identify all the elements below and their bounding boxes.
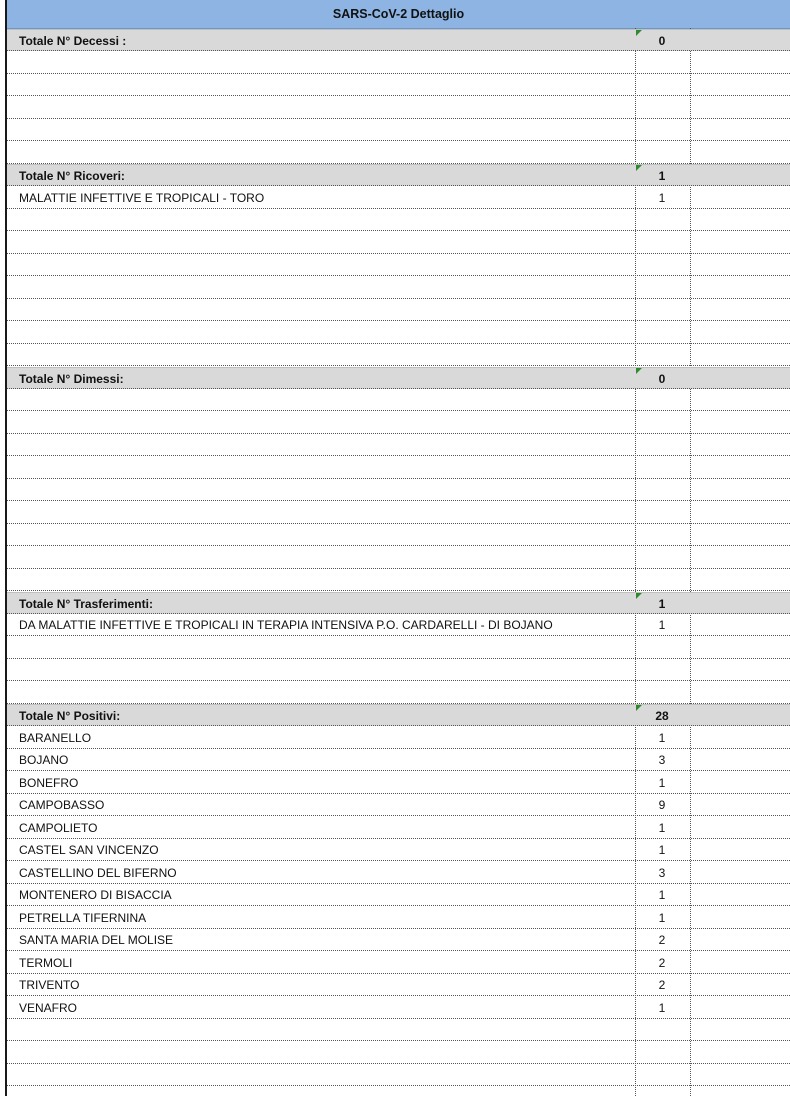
section-total: 0 xyxy=(658,34,666,48)
section-header-row[interactable] xyxy=(7,704,790,726)
row-name: MALATTIE INFETTIVE E TROPICALI - TORO xyxy=(19,190,265,205)
row-value: 1 xyxy=(658,843,666,857)
section-total: 28 xyxy=(655,709,669,723)
row-name: PETRELLA TIFERNINA xyxy=(19,910,147,925)
row-value: 9 xyxy=(658,798,666,812)
table-row[interactable] xyxy=(7,862,790,884)
row-name: DA MALATTIE INFETTIVE E TROPICALI IN TERAPIA INTENSIVA P.O. CARDARELLI - DI BOJANO xyxy=(19,618,553,632)
empty-row[interactable] xyxy=(7,52,790,74)
table-row[interactable] xyxy=(7,884,790,906)
row-name: TRIVENTO xyxy=(19,978,80,992)
row-value: 1 xyxy=(658,190,666,205)
table-row[interactable] xyxy=(7,839,790,861)
row-value: 2 xyxy=(658,933,666,947)
row-name: TERMOLI xyxy=(19,955,73,970)
section-label: Totale N° Decessi : xyxy=(19,34,127,48)
row-name: BARANELLO xyxy=(19,730,92,745)
row-name: BOJANO xyxy=(19,753,69,767)
table-row[interactable] xyxy=(7,727,790,749)
empty-row[interactable] xyxy=(7,97,790,119)
section-total: 0 xyxy=(658,371,666,386)
row-name: CAMPOBASSO xyxy=(19,798,105,812)
table-row[interactable] xyxy=(7,749,790,771)
empty-row[interactable] xyxy=(7,479,790,501)
empty-row[interactable] xyxy=(7,524,790,546)
empty-row[interactable] xyxy=(7,322,790,344)
row-value: 1 xyxy=(658,730,666,745)
empty-row[interactable] xyxy=(7,74,790,96)
table-row[interactable] xyxy=(7,997,790,1019)
row-value: 1 xyxy=(658,888,666,902)
row-name: CASTEL SAN VINCENZO xyxy=(19,843,159,857)
sheet-title: SARS-CoV-2 Dettaglio xyxy=(7,0,790,29)
row-name: SANTA MARIA DEL MOLISE xyxy=(19,933,174,947)
section-total: 1 xyxy=(658,169,666,183)
empty-row[interactable] xyxy=(7,254,790,276)
empty-row[interactable] xyxy=(7,299,790,321)
row-value: 1 xyxy=(658,820,666,835)
empty-row[interactable] xyxy=(7,344,790,366)
row-value: 3 xyxy=(658,865,666,880)
row-name: CASTELLINO DEL BIFERNO xyxy=(19,865,177,880)
empty-row[interactable] xyxy=(7,389,790,411)
table-row[interactable] xyxy=(7,794,790,816)
section-header-row[interactable] xyxy=(7,367,790,389)
table-row[interactable] xyxy=(7,614,790,636)
row-value: 3 xyxy=(658,753,666,767)
empty-row[interactable] xyxy=(7,569,790,591)
section-label: Totale N° Ricoveri: xyxy=(19,169,125,183)
row-value: 1 xyxy=(658,618,666,632)
table-row[interactable] xyxy=(7,907,790,929)
row-name: BONEFRO xyxy=(19,775,79,790)
empty-row[interactable] xyxy=(7,659,790,681)
row-value: 1 xyxy=(658,910,666,925)
table-row[interactable] xyxy=(7,974,790,996)
empty-row[interactable] xyxy=(7,434,790,456)
empty-row[interactable] xyxy=(7,119,790,141)
section-header-row[interactable] xyxy=(7,29,790,51)
table-row[interactable] xyxy=(7,952,790,974)
empty-row[interactable] xyxy=(7,209,790,231)
empty-row[interactable] xyxy=(7,1019,790,1041)
row-value: 1 xyxy=(658,1000,666,1015)
section-label: Totale N° Dimessi: xyxy=(19,371,124,386)
empty-row[interactable] xyxy=(7,457,790,479)
empty-row[interactable] xyxy=(7,277,790,299)
empty-row[interactable] xyxy=(7,1064,790,1086)
row-value: 2 xyxy=(658,978,666,992)
empty-row[interactable] xyxy=(7,547,790,569)
empty-row[interactable] xyxy=(7,1042,790,1064)
row-name: VENAFRO xyxy=(19,1000,78,1015)
section-total: 1 xyxy=(658,596,666,611)
table-row[interactable] xyxy=(7,187,790,209)
empty-row[interactable] xyxy=(7,502,790,524)
row-name: MONTENERO DI BISACCIA xyxy=(19,888,172,902)
row-name: CAMPOLIETO xyxy=(19,820,98,835)
empty-row[interactable] xyxy=(7,637,790,659)
table-row[interactable] xyxy=(7,772,790,794)
empty-row[interactable] xyxy=(7,412,790,434)
section-header-row[interactable] xyxy=(7,164,790,186)
table-row[interactable] xyxy=(7,929,790,951)
spreadsheet-sheet xyxy=(5,0,790,1096)
row-value: 1 xyxy=(658,775,666,790)
section-label: Totale N° Positivi: xyxy=(19,709,121,723)
row-value: 2 xyxy=(658,955,666,970)
empty-row[interactable] xyxy=(7,232,790,254)
section-label: Totale N° Trasferimenti: xyxy=(19,596,153,611)
empty-row[interactable] xyxy=(7,682,790,704)
table-row[interactable] xyxy=(7,817,790,839)
empty-row[interactable] xyxy=(7,142,790,164)
section-header-row[interactable] xyxy=(7,592,790,614)
